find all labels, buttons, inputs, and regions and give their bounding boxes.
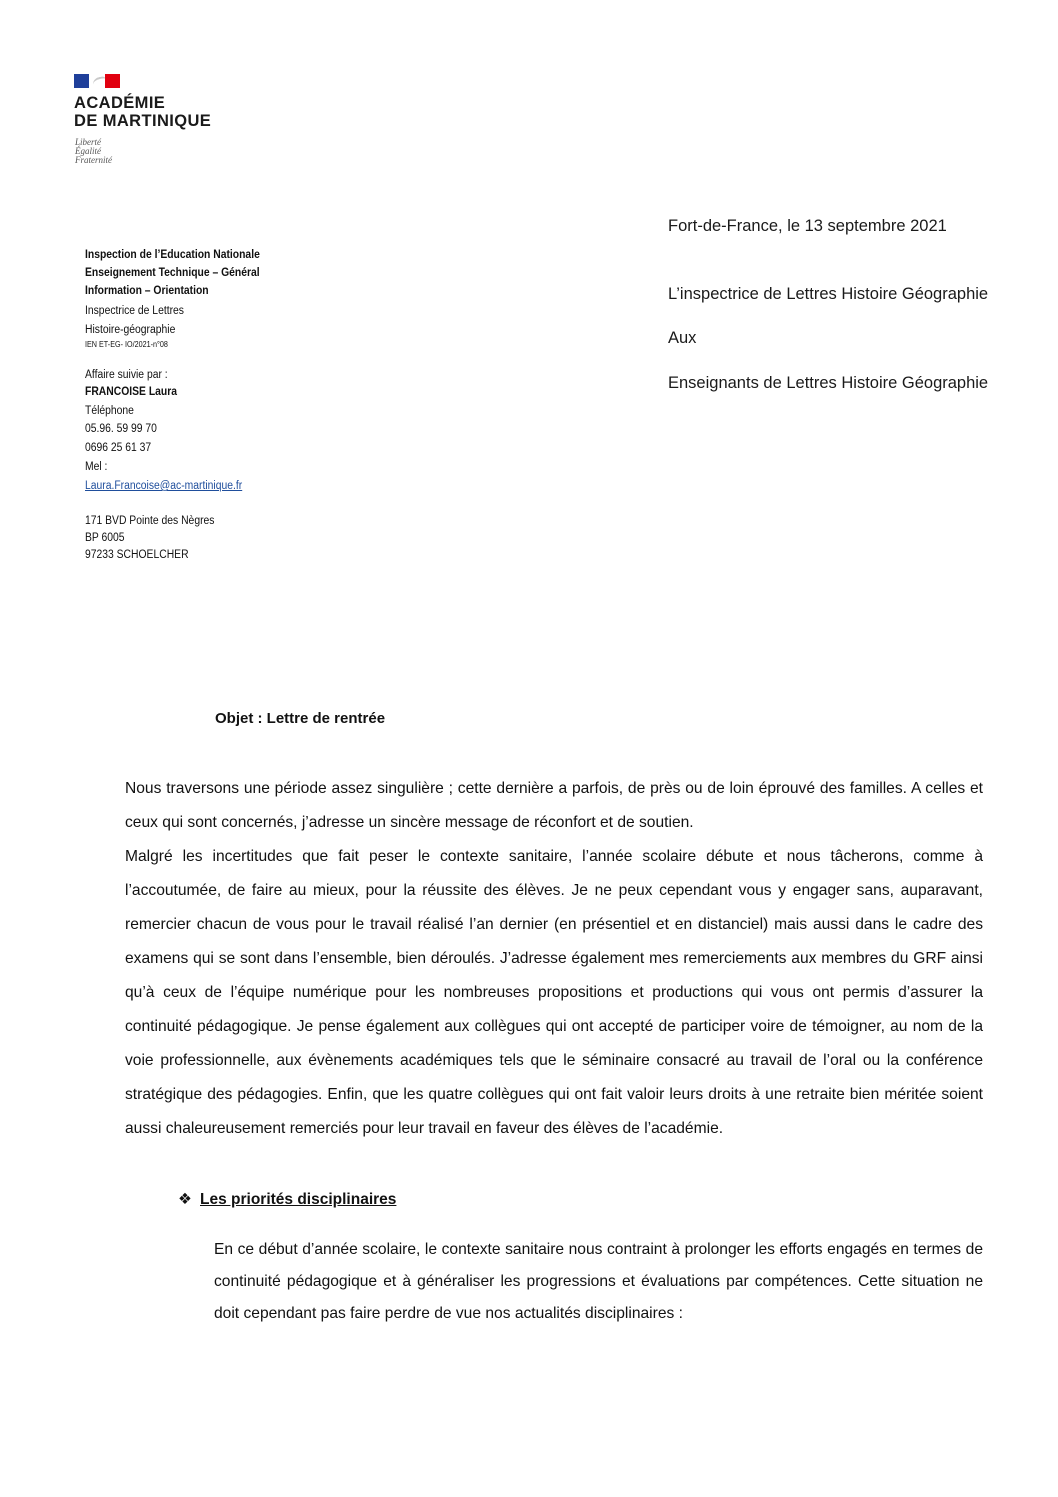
address-line3: 97233 SCHOELCHER (85, 549, 189, 561)
place-and-date: Fort-de-France, le 13 septembre 2021 (668, 217, 947, 235)
address-line2: BP 6005 (85, 532, 125, 544)
sender-org-line2: Enseignement Technique – Général (85, 267, 260, 279)
body-paragraph-1: Nous traversons une période assez singulière ; cette dernière a parfois, de près ou de loin éprouvé des familles. A celles et ceux qui sont concernés, j’adresse un sincère message de réconfort et de soutien. (125, 780, 983, 831)
recipient-label: Aux (668, 329, 697, 347)
contact-name: FRANCOISE Laura (85, 386, 178, 398)
reference-number: IEN ET-EG- IO/2021-n°08 (85, 340, 168, 349)
mail-label: Mel : (85, 461, 108, 473)
section-body (214, 1234, 983, 1330)
motto-egalite: Égalité (75, 146, 101, 156)
section-title: Les priorités disciplinaires (200, 1191, 397, 1208)
email-link[interactable]: Laura.Francoise@ac-martinique.fr (85, 480, 243, 492)
sender-role-line1: Inspectrice de Lettres (85, 305, 184, 317)
phone-number-1: 05.96. 59 99 70 (85, 423, 157, 435)
sender-title: L’inspectrice de Lettres Histoire Géographie (668, 285, 989, 303)
diamond-bullet-icon: ❖ (178, 1191, 192, 1208)
motto-fraternite: Fraternité (75, 155, 112, 165)
sender-org-line3: Information – Orientation (85, 285, 209, 297)
email-link-wrapper (85, 479, 242, 493)
sender-org-line1: Inspection de l’Education Nationale (85, 249, 260, 261)
sender-role-line2: Histoire-géographie (85, 324, 176, 336)
recipients: Enseignants de Lettres Histoire Géographie (668, 374, 989, 392)
academy-name-line2: DE MARTINIQUE (74, 112, 212, 130)
phone-label: Téléphone (85, 405, 134, 417)
body-paragraph-2: Malgré les incertitudes que fait peser le contexte sanitaire, l’année scolaire débute et nous tâcherons, comme à l’accoutumée, de faire au mieux, pour la réussite des élèves. Je ne peux cependant vous y engager sans, auparavant, remercier chacun de vous pour le travail réalisé l’an dernier (en présentiel et en distanciel) mais aussi dans le cadre des examens qui se sont dans l’ensemble, bien déroulés. J’adresse également mes remerciements aux membres du GRF ainsi qu’à ceux de l’équipe numérique pour les nombreuses propositions et productions qui vous ont permis d’assurer la continuité pédagogique. Je pense également aux collègues qui ont accepté de participer voire de témoigner, au nom de la voie professionnelle, aux évènements académiques tels que le séminaire consacré au travail de l’oral ou la conférence stratégique des pédagogies. Enfin, que les quatre collègues qui ont fait valoir leurs droits à une retraite bien méritée soient aussi chaleureusement remerciés pour leur travail en faveur des élèves de l’académie. (125, 848, 983, 1137)
followed-by-label: Affaire suivie par : (85, 369, 168, 381)
academy-name-line1: ACADÉMIE (74, 94, 166, 112)
section-paragraph: En ce début d’année scolaire, le contexte sanitaire nous contraint à prolonger les efforts engagés en termes de continuité pédagogique et à généraliser les progressions et évaluations par compétences. Cette situation ne doit cependant pas faire perdre de vue nos actualités disciplinaires : (214, 1241, 983, 1322)
motto-liberte: Liberté (75, 137, 101, 147)
letter-body (125, 772, 983, 1146)
french-flag-logo (74, 74, 120, 88)
section-heading (178, 1190, 396, 1209)
letter-subject: Objet : Lettre de rentrée (215, 710, 386, 727)
address-line1: 171 BVD Pointe des Nègres (85, 515, 215, 527)
phone-number-2: 0696 25 61 37 (85, 442, 152, 454)
